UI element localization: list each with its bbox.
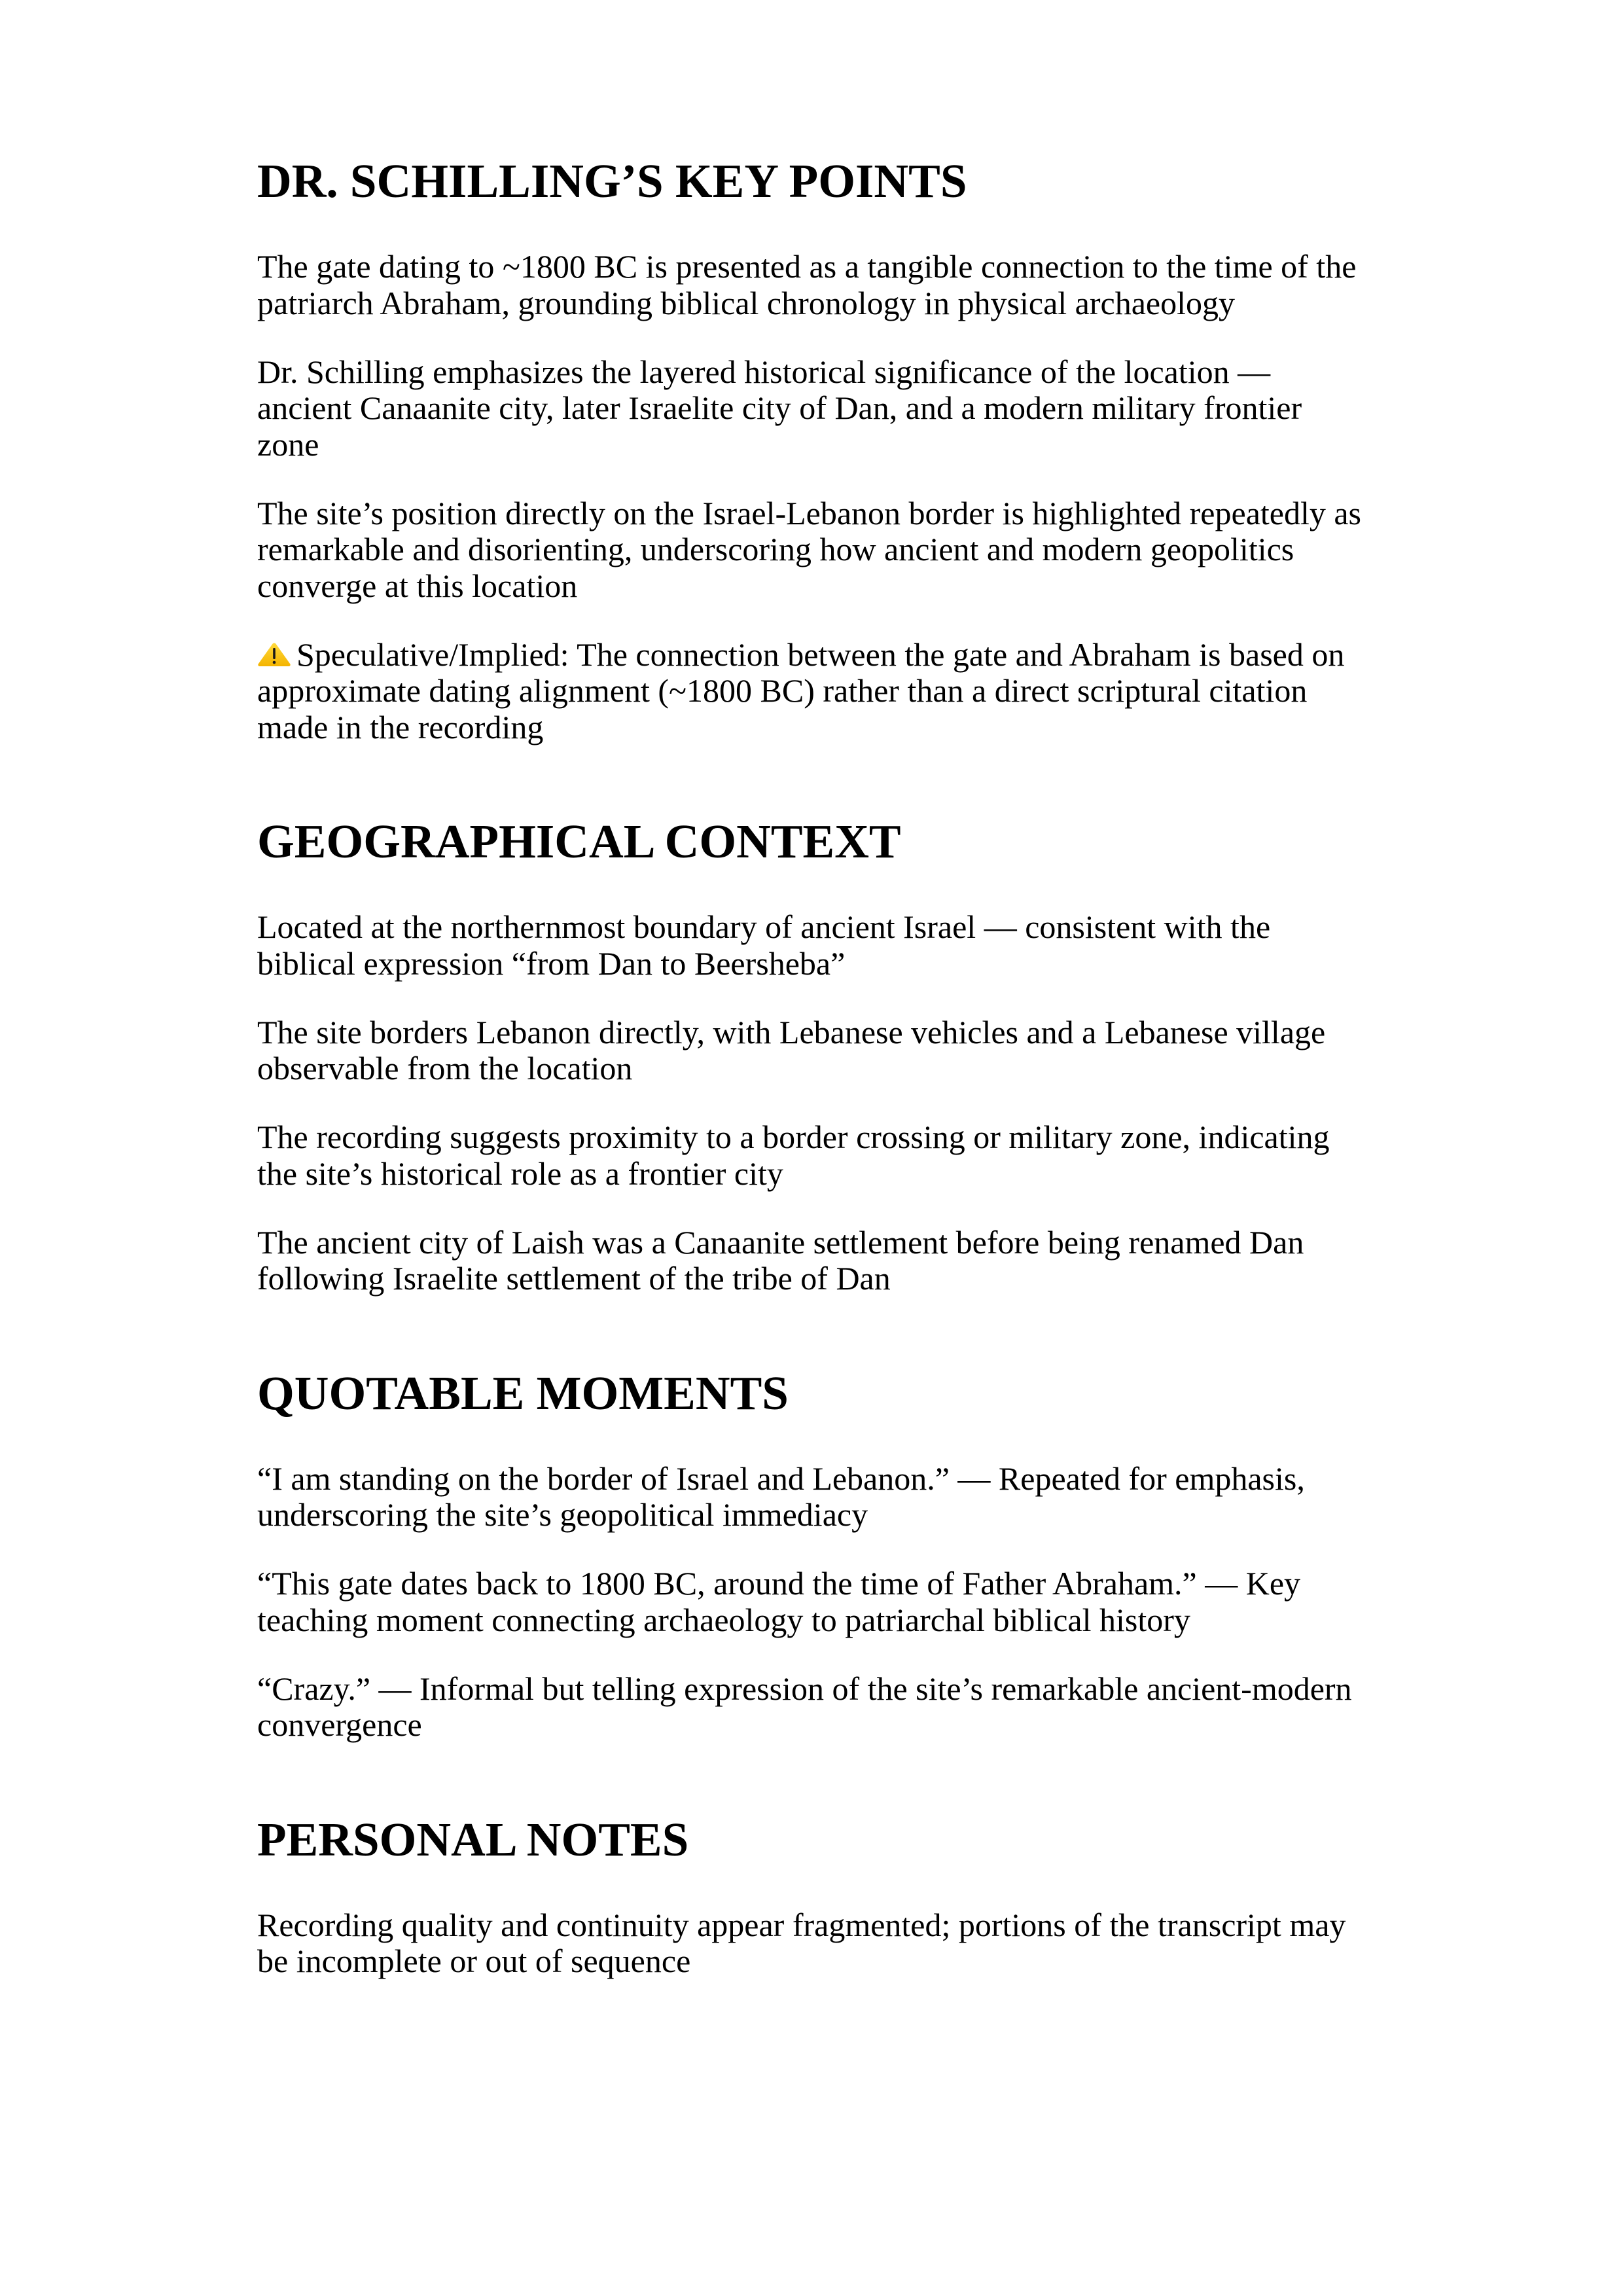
paragraph: The ancient city of Laish was a Canaanite settlement before being renamed Dan following Israelite settlement of the tribe of Dan (257, 1223, 1304, 1297)
paragraph: The recording suggests proximity to a border crossing or military zone, indicating the site’s historical role as a frontier city (257, 1119, 1330, 1192)
section-heading: DR. SCHILLING’S KEY POINTS (257, 154, 967, 207)
paragraph: Recording quality and continuity appear fragmented; portions of the transcript may be incomplete or out of sequence (257, 1906, 1346, 1979)
section-heading: QUOTABLE MOMENTS (257, 1366, 789, 1420)
document-content (257, 154, 1370, 1980)
paragraph: Located at the northernmost boundary of ancient Israel — consistent with the biblical expression “from Dan to Beersheba” (257, 908, 1271, 982)
section-heading: PERSONAL NOTES (257, 1812, 689, 1866)
section-key-points (257, 154, 1370, 745)
paragraph: The site’s position directly on the Israel-Lebanon border is highlighted repeatedly as remarkable and disorienting, underscoring how ancient and modern geopolitics converge at this location (257, 494, 1362, 604)
quote-paragraph: “I am standing on the border of Israel and Lebanon.” — Repeated for emphasis, underscoring the site’s geopolitical immediacy (257, 1460, 1305, 1533)
section-quotable-moments (257, 1366, 1370, 1744)
paragraph: Dr. Schilling emphasizes the layered historical significance of the location — ancient Canaanite city, later Israelite city of Dan, and a modern military frontier zone (257, 353, 1302, 463)
section-geographical-context (257, 814, 1370, 1297)
quote-paragraph: “Crazy.” — Informal but telling expression of the site’s remarkable ancient-modern convergence (257, 1670, 1352, 1743)
section-heading: GEOGRAPHICAL CONTEXT (257, 815, 901, 868)
paragraph-text: Speculative/Implied: The connection between the gate and Abraham is based on approximate dating alignment (~1800 BC) rather than a direct scriptural citation made in the recording (257, 636, 1345, 745)
warning-icon (257, 642, 291, 667)
quote-paragraph: “This gate dates back to 1800 BC, around the time of Father Abraham.” — Key teaching moment connecting archaeology to patriarchal biblical history (257, 1565, 1301, 1638)
paragraph: The gate dating to ~1800 BC is presented as a tangible connection to the time of the patriarch Abraham, grounding biblical chronology in physical archaeology (257, 248, 1357, 321)
section-personal-notes (257, 1812, 1370, 1980)
paragraph: The site borders Lebanon directly, with Lebanese vehicles and a Lebanese village observable from the location (257, 1013, 1326, 1086)
speculative-note-paragraph (257, 637, 1370, 746)
